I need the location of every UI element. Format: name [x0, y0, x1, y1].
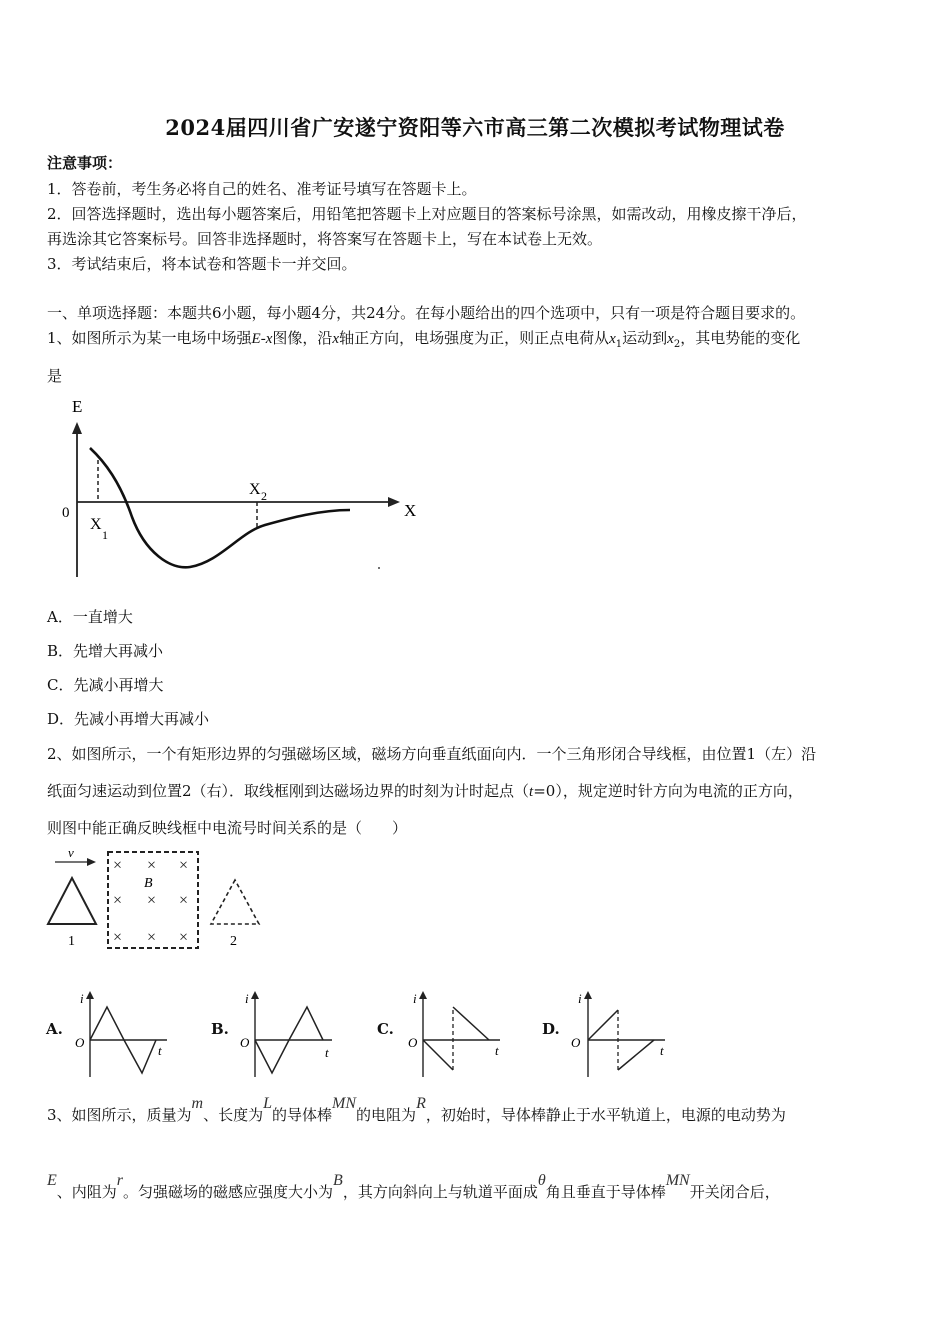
- q1-stem: [47, 327, 800, 350]
- i-label: i: [413, 991, 417, 1006]
- notice-heading: 注意事项：: [47, 154, 123, 172]
- cross: ×: [179, 929, 189, 946]
- q3-l: L: [263, 1095, 273, 1112]
- q2-choice-c-graph: [403, 985, 513, 1080]
- notice-item-3: 3．考试结束后，将本试卷和答题卡一并交回。: [47, 255, 357, 273]
- o-label: O: [571, 1035, 581, 1050]
- q3-text-7: 。匀强磁场的磁感应强度大小为: [123, 1183, 334, 1201]
- q1-option-c: C．先减小再增大: [47, 676, 164, 694]
- notice-item-2: 2．回答选择题时，选出每小题答案后，用铅笔把答题卡上对应题目的答案标号涂黑，如需改动，用橡皮擦干净后，: [47, 205, 807, 223]
- i-label: i: [80, 991, 84, 1006]
- q3-mn: MN: [332, 1095, 357, 1112]
- q3-text-6: 、内阻为: [56, 1183, 117, 1201]
- current-curve-neg: [618, 1040, 654, 1070]
- i-axis-arrow: [584, 991, 592, 999]
- section-heading: 一、单项选择题：本题共6小题，每小题4分，共24分。在每小题给出的四个选项中，只有一项是符合题目要求的。: [47, 304, 806, 322]
- q3-text-5: ，初始时，导体棒静止于水平轨道上，电源的电动势为: [425, 1106, 786, 1124]
- x-label: X: [404, 501, 417, 520]
- q1-text-b: 图像，沿: [272, 329, 333, 347]
- q3-stem-2: [47, 1172, 780, 1202]
- q1-ex: E-x: [251, 331, 273, 347]
- origin-label: 0: [62, 505, 70, 521]
- q2-magnet-figure: [40, 842, 280, 954]
- x2-label: X: [249, 481, 261, 498]
- q1-option-a: A．一直增大: [47, 608, 133, 626]
- q2-choice-d-graph: [568, 985, 678, 1080]
- cross: ×: [179, 857, 189, 874]
- q2-choice-b-graph: [235, 985, 345, 1080]
- cross: ×: [113, 929, 123, 946]
- cross: ×: [179, 892, 189, 909]
- current-curve-pos: [453, 1007, 489, 1040]
- t-label: t: [660, 1043, 664, 1058]
- q3-r-internal: r: [116, 1172, 124, 1189]
- y-axis-arrow: [72, 422, 82, 434]
- triangle-position-2: [211, 880, 259, 924]
- q3-text-10: 开关闭合后，: [689, 1183, 780, 1201]
- q2-stem-2: [47, 780, 803, 801]
- q2-text-a: 纸面匀速运动到位置2（右）．取线框刚到达磁场边界的时刻为计时起点（: [47, 782, 530, 800]
- x2-sub-label: 2: [261, 489, 267, 503]
- x1-label: X: [90, 516, 102, 533]
- x1-sub-label: 1: [102, 528, 108, 542]
- q1-option-d: D．先减小再增大再减小: [47, 710, 210, 728]
- q3-b: B: [333, 1172, 343, 1189]
- q1-x: x: [332, 331, 340, 347]
- o-label: O: [408, 1035, 418, 1050]
- i-axis-arrow: [86, 991, 94, 999]
- position-1-label: 1: [68, 934, 75, 949]
- q1-stem-cont: 是: [47, 367, 63, 385]
- i-axis-arrow: [419, 991, 427, 999]
- q3-mn-2: MN: [665, 1172, 690, 1189]
- t-label: t: [325, 1045, 329, 1060]
- q1-x2: x: [667, 331, 674, 347]
- current-curve-neg: [423, 1040, 453, 1070]
- q3-text-3: 的导体棒: [272, 1106, 333, 1124]
- cross: ×: [147, 892, 157, 909]
- i-label: i: [578, 991, 582, 1006]
- q2-choice-d-label: D.: [542, 1020, 560, 1038]
- q1-text-a: 1、如图所示为某一电场中场强: [47, 329, 252, 347]
- position-2-label: 2: [230, 934, 237, 949]
- q1-x1: x: [609, 331, 616, 347]
- e-x-curve: [90, 448, 350, 567]
- q2-text-b: =0），规定逆时针方向为电流的正方向，: [533, 782, 803, 800]
- velocity-label: v: [68, 845, 74, 860]
- cross: ×: [147, 857, 157, 874]
- q3-r-resistance: R: [416, 1095, 426, 1112]
- q1-text-d: 运动到: [622, 329, 668, 347]
- x-axis-arrow: [388, 497, 400, 507]
- q3-text-1: 3、如图所示，质量为: [47, 1106, 192, 1124]
- cross: ×: [113, 892, 123, 909]
- notice-item-1: 1．答卷前，考生务必将自己的姓名、准考证号填写在答题卡上。: [47, 180, 477, 198]
- cross: ×: [147, 929, 157, 946]
- stray-dot: [378, 567, 380, 569]
- o-label: O: [240, 1035, 250, 1050]
- q3-e: E: [47, 1172, 57, 1189]
- q3-m: m: [191, 1095, 204, 1112]
- t-label: t: [158, 1043, 162, 1058]
- q1-x2-sub: 2: [673, 339, 681, 350]
- q2-stem-3: 则图中能正确反映线框中电流号时间关系的是（ ）: [47, 819, 408, 837]
- o-label: O: [75, 1035, 85, 1050]
- q1-text-c: 轴正方向，电场强度为正，则正点电荷从: [339, 329, 610, 347]
- q1-text-e: ，其电势能的变化: [680, 329, 801, 347]
- q2-choice-b-label: B.: [211, 1020, 229, 1038]
- q2-choice-a-label: A.: [46, 1020, 63, 1038]
- t-label: t: [495, 1043, 499, 1058]
- q3-text-4: 的电阻为: [356, 1106, 417, 1124]
- i-label: i: [245, 991, 249, 1006]
- q3-text-9: 角且垂直于导体棒: [545, 1183, 666, 1201]
- current-curve-pos: [588, 1010, 618, 1040]
- q2-stem-1: 2、如图所示，一个有矩形边界的匀强磁场区域，磁场方向垂直纸面向内．一个三角形闭合导线框，由位置1（左）沿: [47, 745, 817, 763]
- q3-stem-1: [47, 1095, 786, 1125]
- q2-t: t: [529, 784, 534, 800]
- page-title: 2024届四川省广安遂宁资阳等六市高三第二次模拟考试物理试卷: [165, 115, 785, 140]
- field-b-label: B: [144, 876, 153, 891]
- q1-ex-graph: [50, 392, 430, 592]
- q3-theta: θ: [537, 1172, 546, 1189]
- notice-item-2-cont: 再选涂其它答案标号。回答非选择题时，将答案写在答题卡上，写在本试卷上无效。: [47, 230, 603, 248]
- field-crosses: [113, 857, 188, 946]
- q2-choice-c-label: C.: [377, 1020, 394, 1038]
- q1-x1-sub: 1: [615, 339, 623, 350]
- q3-text-2: 、长度为: [203, 1106, 264, 1124]
- i-axis-arrow: [251, 991, 259, 999]
- q2-choice-a-graph: [70, 985, 180, 1080]
- q1-option-b: B．先增大再减小: [47, 642, 164, 660]
- cross: ×: [113, 857, 123, 874]
- velocity-arrowhead: [87, 858, 96, 866]
- e-label: E: [72, 397, 83, 416]
- q3-text-8: ，其方向斜向上与轨道平面成: [342, 1183, 538, 1201]
- triangle-position-1: [48, 878, 96, 924]
